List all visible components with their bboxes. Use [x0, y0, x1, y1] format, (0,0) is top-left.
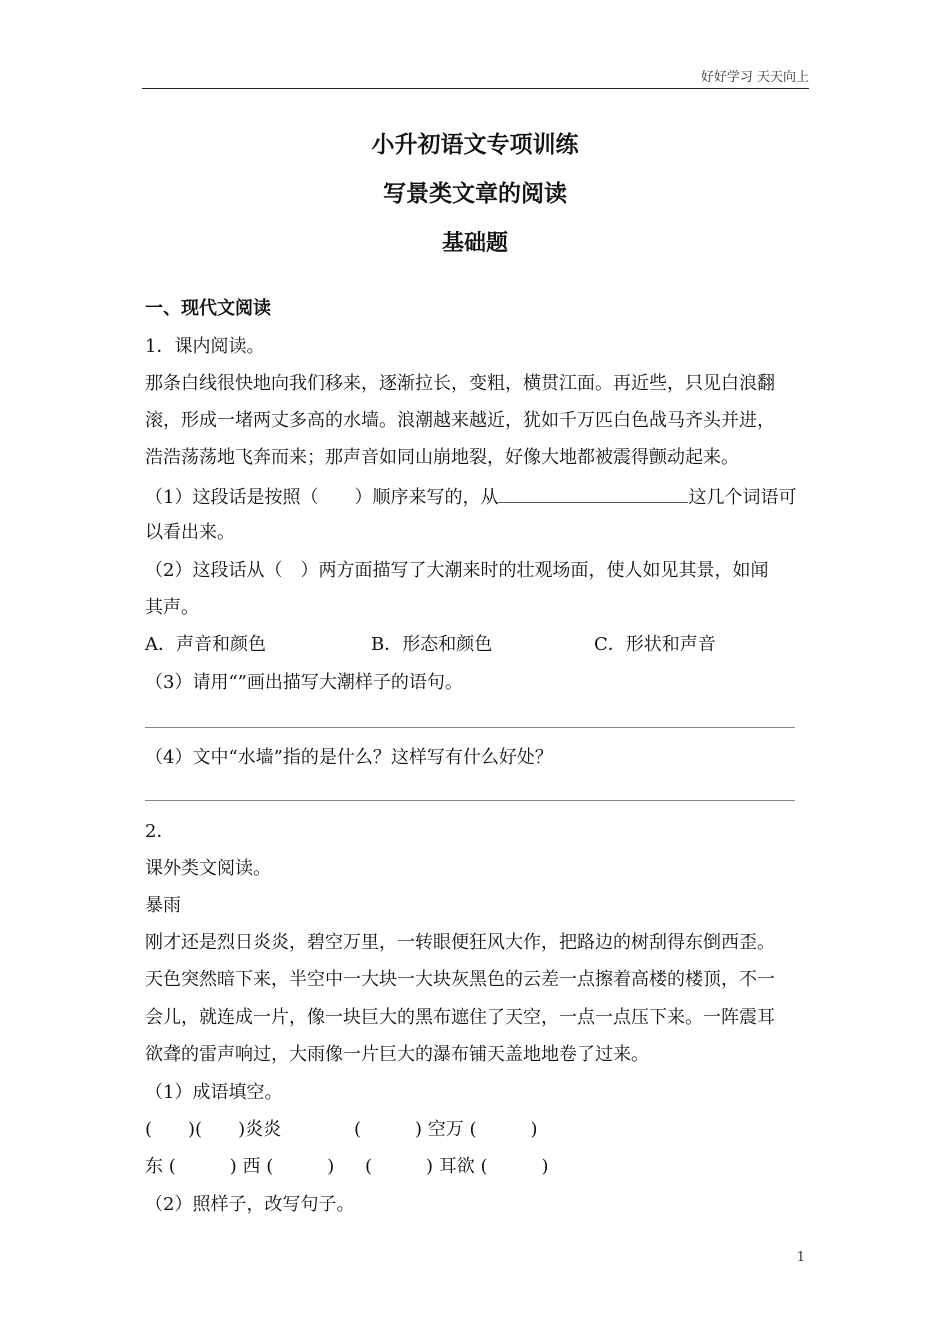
passage-2-line-3: 会儿，就连成一片，像一块巨大的黑布遮住了天空，一点一点压下来。一阵震耳 [145, 1007, 775, 1028]
option-a[interactable]: A．声音和颜色 [145, 634, 266, 655]
idiom-blank-4[interactable]: ( ) 耳欲 ( ) [365, 1156, 549, 1177]
question-2-2: （2）照样子，改写句子。 [145, 1194, 355, 1215]
question-1-1-text-a: （1）这段话是按照（ ）顺序来写的，从 [145, 487, 499, 508]
answer-blank[interactable] [498, 484, 688, 503]
question-1-2-cont: 其声。 [145, 597, 199, 618]
answer-line-1[interactable] [145, 727, 795, 728]
header-motto: 好好学习 天天向上 [700, 70, 809, 85]
level-title: 基础题 [441, 231, 508, 256]
passage-2-line-2: 天色突然暗下来，半空中一大块一大块灰黑色的云差一点擦着高楼的楼顶，不一 [145, 969, 775, 990]
passage-2-title: 暴雨 [145, 895, 181, 916]
sub-title: 写景类文章的阅读 [383, 181, 567, 207]
passage-1-line-3: 浩浩荡荡地飞奔而来；那声音如同山崩地裂，好像大地都被震得颤动起来。 [145, 447, 739, 468]
passage-1-line-2: 滚，形成一堵两丈多高的水墙。浪潮越来越近，犹如千万匹白色战马齐头并进， [145, 410, 775, 431]
option-b[interactable]: B．形态和颜色 [371, 634, 493, 655]
page-header [142, 64, 809, 89]
question-2-intro: 课外类文阅读。 [145, 858, 271, 879]
question-1-1-cont: 以看出来。 [145, 522, 235, 543]
idiom-blank-1[interactable]: ( )( )炎炎 [145, 1119, 282, 1140]
option-c[interactable]: C．形状和声音 [594, 634, 716, 655]
passage-1-line-1: 那条白线很快地向我们移来，逐渐拉长，变粗，横贯江面。再近些，只见白浪翻 [145, 373, 775, 394]
idiom-blank-3[interactable]: 东 ( ) 西 ( ) [145, 1156, 335, 1177]
passage-2-line-1: 刚才还是烈日炎炎，碧空万里，一转眼便狂风大作，把路边的树刮得东倒西歪。 [145, 932, 775, 953]
passage-2-line-4: 欲聋的雷声响过，大雨像一片巨大的瀑布铺天盖地地卷了过来。 [145, 1044, 649, 1065]
question-1-1-text-b: 这几个词语可 [688, 487, 797, 508]
question-1-1 [145, 484, 796, 510]
page-number: 1 [796, 1250, 805, 1265]
main-title: 小升初语文专项训练 [371, 132, 579, 158]
question-1-label: 1．课内阅读。 [145, 336, 265, 357]
question-1-3: （3）请用“”画出描写大潮样子的语句。 [145, 672, 463, 693]
question-2-1: （1）成语填空。 [145, 1082, 283, 1103]
answer-line-2[interactable] [145, 800, 795, 801]
question-1-2: （2）这段话从（ ）两方面描写了大潮来时的壮观场面，使人如见其景，如闻 [145, 560, 769, 581]
question-1-4: （4）文中“水墙”指的是什么？这样写有什么好处？ [145, 747, 553, 768]
idiom-blank-2[interactable]: ( ) 空万 ( ) [354, 1119, 538, 1140]
question-2-label: 2． [145, 821, 175, 842]
section-heading: 一、现代文阅读 [145, 298, 271, 319]
